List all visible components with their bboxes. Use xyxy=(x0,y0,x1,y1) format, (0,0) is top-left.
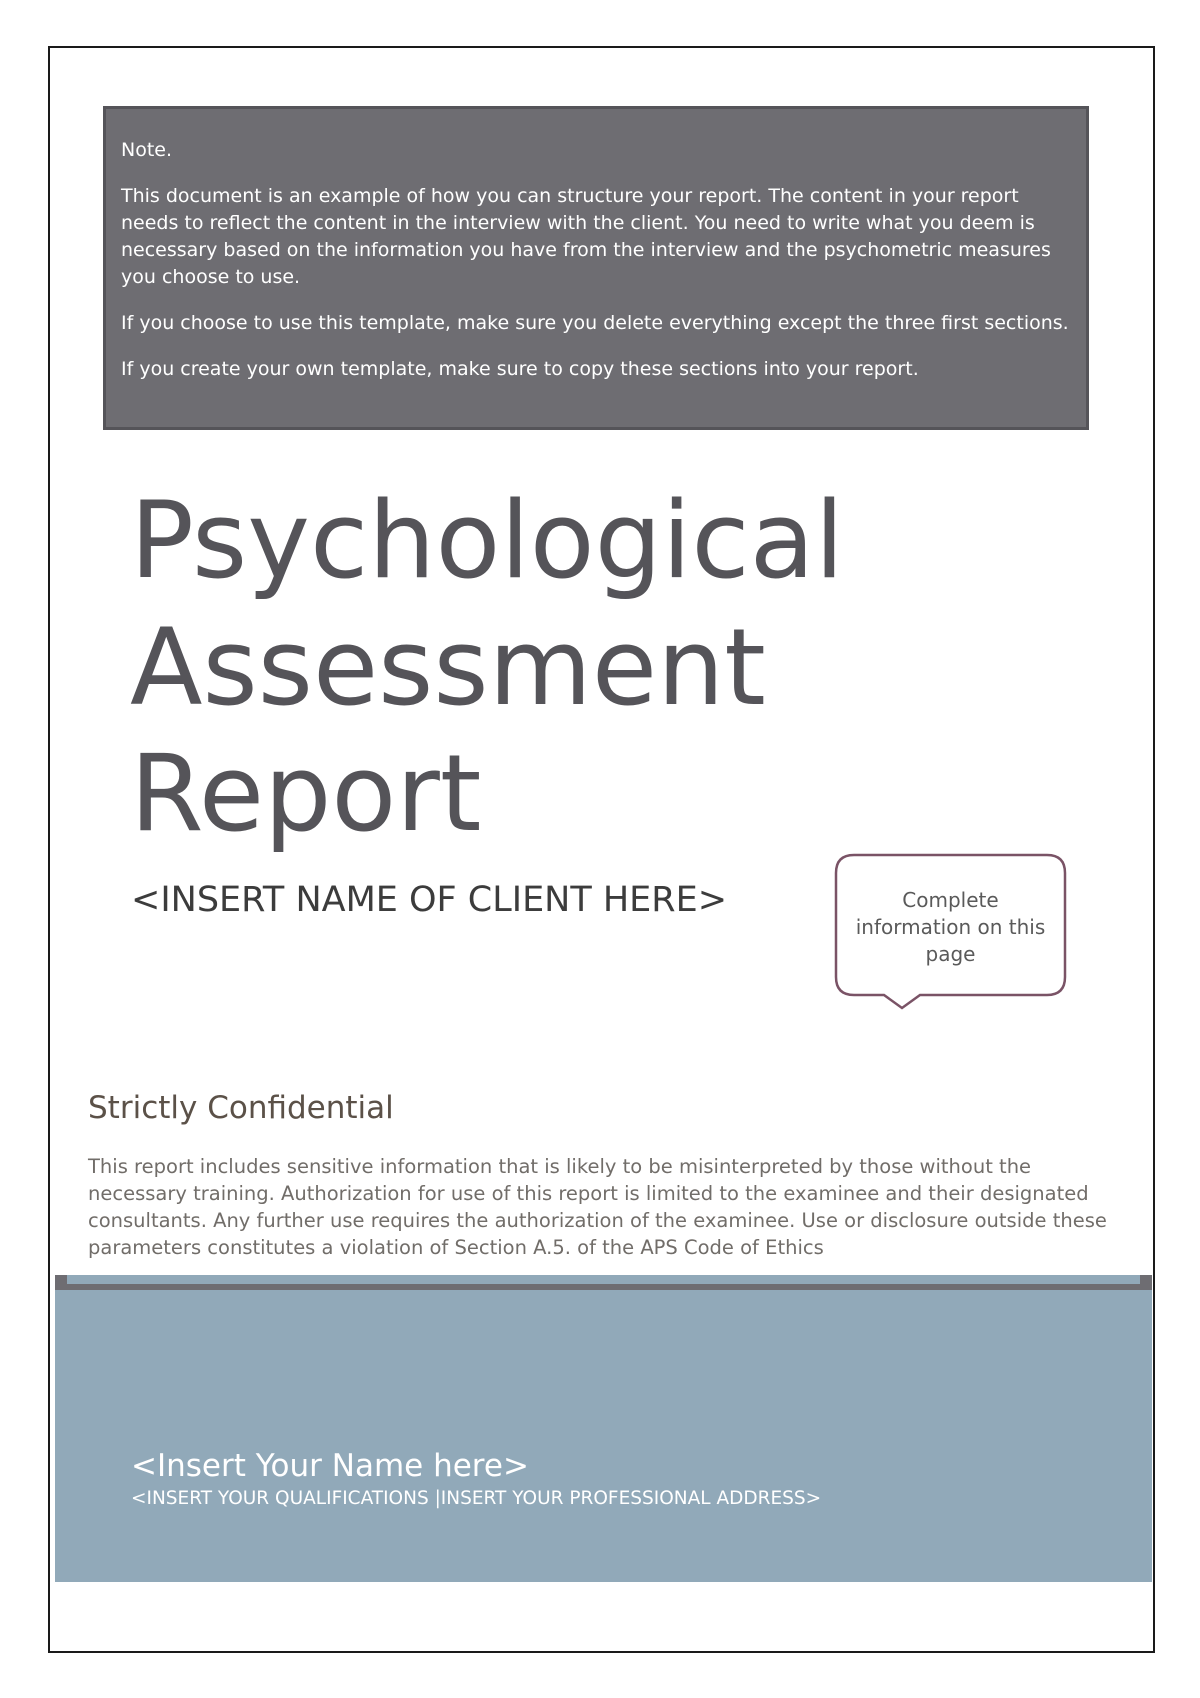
confidential-text: This report includes sensitive information that is likely to be misinterpreted by those without the necessary training. Authorization for use of this report is limited to the examinee and their designated consultants. Any further use requires the authorization of the examinee. Use or disclosure outside these parameters constitutes a violation of Section A.5. of the APS Code of Ethics xyxy=(88,1155,1107,1259)
callout-bubble xyxy=(834,853,1067,1013)
note-paragraph-2: If you choose to use this template, make sure you delete everything except the three first sections. xyxy=(121,312,1069,334)
footer-band xyxy=(55,1275,1152,1582)
report-title-line-1: Psychological xyxy=(130,479,845,602)
footer-divider-left-tab xyxy=(55,1275,67,1290)
client-name-placeholder[interactable]: <INSERT NAME OF CLIENT HERE> xyxy=(131,880,728,920)
footer-divider xyxy=(55,1284,1152,1290)
note-paragraph-1: This document is an example of how you can structure your report. The content in your report needs to reflect the content in the interview with the client. You need to write what you deem is necessary based on the information you have from the interview and the psychometric measures you choose to use. xyxy=(121,185,1051,288)
report-title-line-3: Report xyxy=(130,732,482,855)
note-title: Note. xyxy=(121,139,173,161)
report-title-line-2: Assessment xyxy=(130,606,766,729)
author-name-placeholder[interactable]: <Insert Your Name here> xyxy=(131,1448,529,1484)
confidential-heading: Strictly Confidential xyxy=(88,1090,394,1126)
callout-text: Complete information on this page xyxy=(855,888,1046,966)
footer-divider-right-tab xyxy=(1140,1275,1152,1290)
author-details-placeholder[interactable]: <INSERT YOUR QUALIFICATIONS |INSERT YOUR PROFESSIONAL ADDRESS> xyxy=(131,1488,822,1509)
note-box xyxy=(103,106,1089,430)
note-paragraph-3: If you create your own template, make sure to copy these sections into your report. xyxy=(121,358,919,380)
